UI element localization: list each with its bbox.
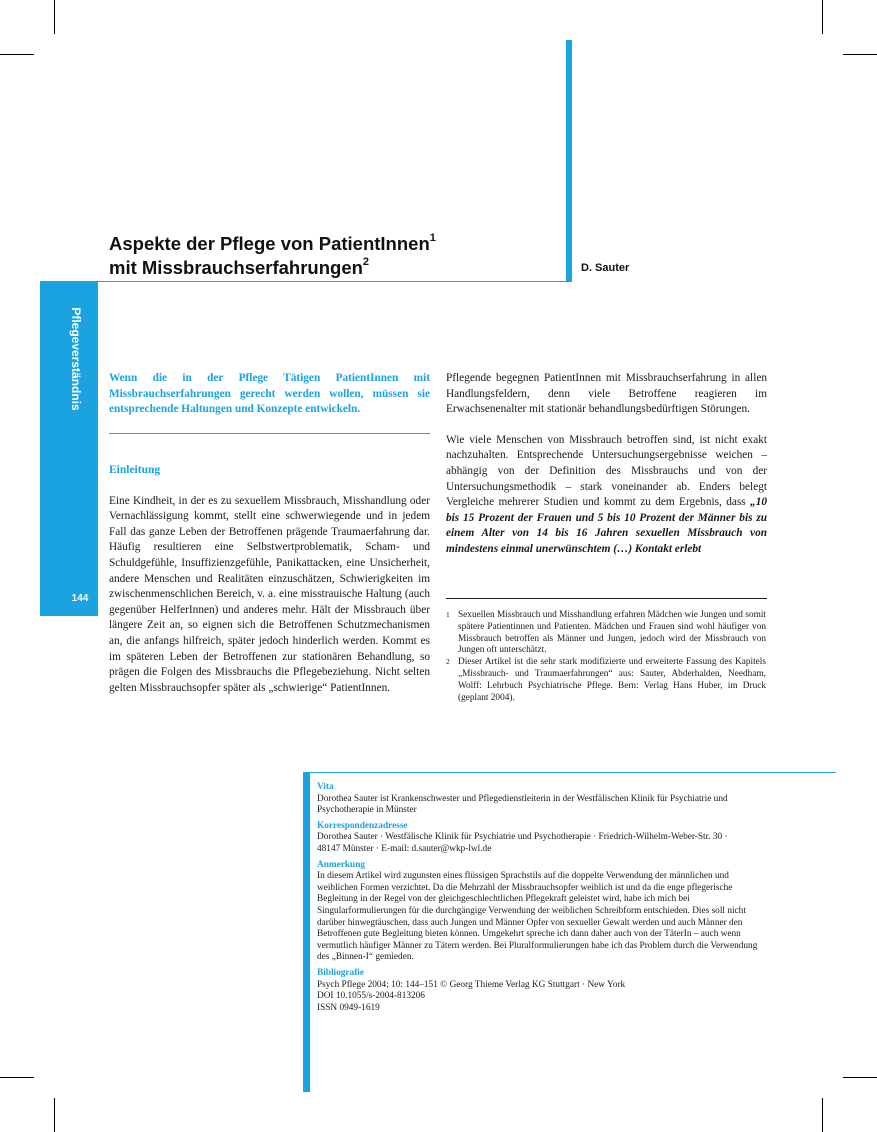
- footnote: [446, 610, 766, 657]
- left-column: [109, 463, 430, 696]
- footnote: [446, 657, 766, 704]
- correspondence-address: Dorothea Sauter · Westfälische Klinik für Psychiatrie und Psychotherapie · Friedrich-Wilhelm-Weber-Str. 30 · 48147 Münster · E-mail: d.sauter@wkp-lwl.de: [317, 832, 728, 854]
- note-heading: Anmerkung: [317, 859, 366, 870]
- title-footnote-ref-2: 2: [362, 256, 370, 268]
- correspondence-heading: Korrespondenzadresse: [317, 820, 408, 831]
- title-vertical-bar: [566, 40, 572, 282]
- lead-separator: [109, 433, 430, 434]
- footnote-number: 1: [446, 610, 450, 619]
- lead-paragraph: Wenn die in der Pflege Tätigen PatientInnen mit Missbrauchserfahrungen gerecht werden wollen, müssen sie entsprechende Haltungen und Konzepte entwickeln.: [109, 372, 430, 416]
- infobox-vertical-bar: [303, 772, 310, 1092]
- lead-text: [109, 371, 430, 418]
- footnote-separator: [446, 598, 767, 599]
- footnote-number: 2: [446, 657, 450, 667]
- bibliography-text: Psych Pflege 2004; 10: 144–151 © Georg Thieme Verlag KG Stuttgart · New York DOI 10.1055/s-2004-813206 ISSN 0949-1619: [317, 979, 626, 1013]
- infobox-top-rule: [303, 772, 836, 773]
- right-column: [446, 371, 767, 558]
- crop-mark: [54, 0, 55, 34]
- vita-text: Dorothea Sauter ist Krankenschwester und Pflegedienstleiterin in der Westfälischen Klinik für Psychiatrie und Psychotherapie in Münster: [317, 793, 728, 816]
- footnote-text: Dieser Artikel ist die sehr stark modifizierte und erweiterte Fassung des Kapitels „Missbrauch- und Traumaerfahrungen“ aus: Sauter, Abderhalden, Needham, Wolff: Lehrbuch Psychiatrische Pflege. Bern: Verlag Hans Huber, im Druck (geplant 2004).: [458, 657, 766, 703]
- crop-mark: [843, 54, 877, 55]
- author-name: D. Sauter: [581, 262, 630, 274]
- footnotes: [446, 610, 766, 704]
- body-paragraph: [446, 433, 767, 558]
- crop-mark: [54, 1098, 55, 1132]
- paragraph-text: Wie viele Menschen von Missbrauch betroffen sind, ist nicht exakt nachzuhalten. Entsprechende Untersuchungsergebnisse weichen – abhängig von der Definition des Missbrauchs und von der Untersuchungsmethodik – stark voneinander ab. Enders belegt Vergleiche mehrerer Studien und kommt zu dem Ergebnis, dass: [446, 433, 767, 509]
- crop-mark: [0, 1077, 34, 1078]
- title-underline: [98, 281, 572, 282]
- article-title: [109, 232, 539, 280]
- body-paragraph: Eine Kindheit, in der es zu sexuellem Missbrauch, Misshandlung oder Vernachlässigung kommt, stellt eine schwerwiegende und in jedem Fall das ganze Leben der Betroffenen prägende Traumaerfahrung dar. Häufig resultieren eine Selbstwertproblematik, Scham- und Schuldgefühle, Insuffizienzgefühle, Panikattacken, eine Unsicherheit, andere Menschen und Realitäten einzuschätzen, Schwierigkeiten im zwischenmenschlichen Bereich, v. a. eine misstrauische Haltung (auch gegenüber HelferInnen) und anderes mehr. Hält der Missbrauch über längere Zeit an, so eignen sich die Betroffenen Schutzmechanismen an, die anfangs hilfreich, später jedoch hinderlich werden. Kommt es im späteren Leben der Betroffenen zur stationären Behandlung, so prägen die Folgen des Missbrauchs die Pflegebeziehung. Nicht selten gelten Missbrauchsopfer später als „schwierige“ PatientInnen.: [109, 494, 430, 694]
- note-text: In diesem Artikel wird zugunsten eines flüssigen Sprachstils auf die doppelte Verwendung der männlichen und weiblichen Formen verzichtet. Da die Mehrzahl der Missbrauchsopfer weiblich ist und da die enge pflegerische Begleitung in der Regel von der gleichgeschlechtlichen Pflegekraft geleistet wird, habe ich mich bei Singularformulierungen für die durchgängige Verwendung der weiblichen Schreibform entschieden. Dies soll nicht darüber hinwegtäuschen, dass auch Jungen und Männer Opfer von sexueller Gewalt werden und auch Männer den Betroffenen gute Begleitung bieten können. Umgekehrt spreche ich dann daher auch von der TäterIn – auch wenn vermutlich häufiger Männer zu Tätern werden. Bei Pluralformulierungen habe ich das Problem durch die Verwendung des „Binnen-I“ gemieden.: [317, 871, 758, 963]
- title-line-1: Aspekte der Pflege von PatientInnen: [109, 233, 430, 254]
- page-number: 144: [71, 593, 89, 604]
- crop-mark: [0, 54, 34, 55]
- vita-heading: Vita: [317, 782, 334, 792]
- footnote-text: Sexuellen Missbrauch und Misshandlung erfahren Mädchen wie Jungen und somit spätere Patientinnen und Patienten. Mädchen und Frauen sind wohl häufiger von Missbrauch betroffen als Männer und Jungen, jedoch wird der Missbrauch von Jungen oft unterschätzt.: [458, 610, 766, 656]
- bibliography-heading: Bibliografie: [317, 967, 364, 978]
- crop-mark: [822, 1098, 823, 1132]
- crop-mark: [822, 0, 823, 34]
- crop-mark: [843, 1077, 877, 1078]
- section-heading: Einleitung: [109, 464, 161, 476]
- section-label: Pflegeverständnis: [69, 307, 83, 411]
- title-line-2: mit Missbrauchserfahrungen: [109, 257, 363, 278]
- info-box: [317, 782, 769, 1018]
- quotation: „10 bis 15 Prozent der Frauen und 5 bis 10 Prozent der Männer bis zu einem Alter von 14 bis 16 Jahren sexuellen Missbrauch von mindestens einmal unerwünschtem (…) Kontakt erlebt: [446, 496, 767, 555]
- body-paragraph: Pflegende begegnen PatientInnen mit Missbrauchserfahrung in allen Handlungsfeldern, denn viele Betroffene reagieren im Erwachsenenalter mit stationär behandlungsbedürftigen Störungen.: [446, 372, 767, 416]
- title-footnote-ref-1: 1: [429, 232, 436, 244]
